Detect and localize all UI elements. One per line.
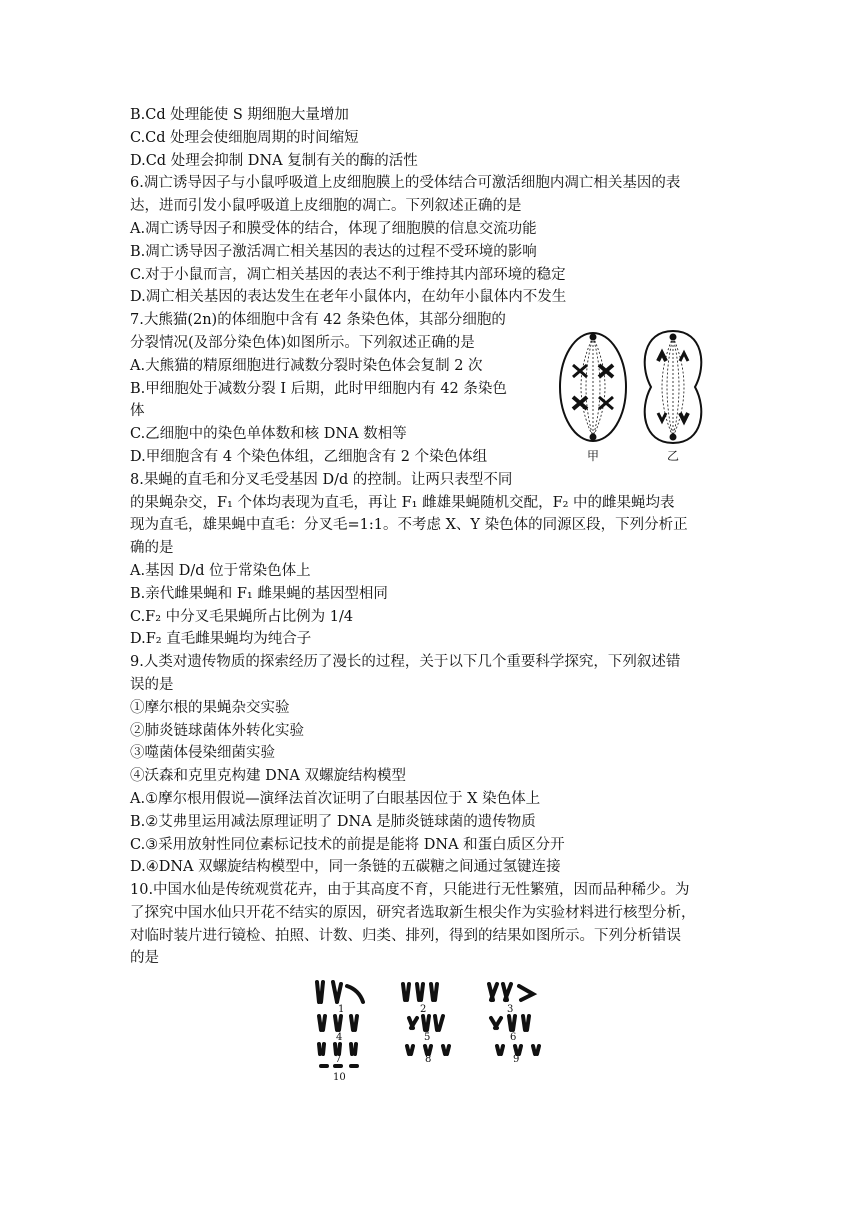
chromosome-group-6	[491, 1016, 529, 1030]
question-7-stem-2: 分裂情况(及部分染色体)如图所示。下列叙述正确的是	[130, 334, 475, 351]
question-9-item-3: ③噬菌体侵染细菌实验	[130, 745, 275, 762]
question-9-option-c: C.③采用放射性同位素标记技术的前提是能将 DNA 和蛋白质区分开	[130, 836, 565, 853]
karyotype-number-1: 1	[338, 1004, 345, 1015]
question-6-stem-2: 达，进而引发小鼠呼吸道上皮细胞的凋亡。下列叙述正确的是	[130, 198, 522, 215]
question-10-stem-2: 了探究中国水仙只开花不结实的原因，研究者选取新生根尖作为实验材料进行核型分析，	[130, 904, 696, 921]
question-9-item-1: ①摩尔根的果蝇杂交实验	[130, 699, 290, 716]
karyotype-number-4: 4	[336, 1032, 343, 1043]
karyotype-number-10: 10	[333, 1072, 346, 1083]
question-7-option-c: C.乙细胞中的染色单体数和核 DNA 数相等	[130, 426, 407, 443]
question-7-option-a: A.大熊猫的精原细胞进行减数分裂时染色体会复制 2 次	[130, 357, 483, 374]
question-6-option-c: C.对于小鼠而言，凋亡相关基因的表达不利于维持其内部环境的稳定	[130, 266, 566, 283]
cell-yi	[645, 331, 702, 443]
question-8-stem-2: 的果蝇杂交，F₁ 个体均表现为直毛，再让 F₁ 雌雄果蝇随机交配，F₂ 中的雌果蝇均表	[130, 494, 675, 511]
question-7-stem-1: 7.大熊猫(2n)的体细胞中含有 42 条染色体，其部分细胞的	[130, 312, 506, 329]
question-9-option-a: A.①摩尔根用假说—演绎法首次证明了白眼基因位于 X 染色体上	[130, 790, 541, 807]
karyotype-number-7: 7	[335, 1054, 342, 1065]
question-6-option-b: B.凋亡诱导因子激活凋亡相关基因的表达的过程不受环境的影响	[130, 243, 537, 260]
chromosome-group-7	[319, 1044, 356, 1054]
chromosome-group-4	[319, 1016, 357, 1030]
cell-division-drawing	[555, 325, 720, 465]
chromosome-group-1	[317, 982, 363, 1002]
chromosome-group-9	[497, 1046, 539, 1054]
question-9-option-b: B.②艾弗里运用减法原理证明了 DNA 是肺炎链球菌的遗传物质	[130, 813, 536, 830]
option-7b: B.Cd 处理能使 S 期细胞大量增加	[130, 107, 349, 123]
question-6-stem-1: 6.凋亡诱导因子与小鼠呼吸道上皮细胞膜上的受体结合可激活细胞内凋亡相关基因的表	[130, 175, 681, 192]
question-9-stem-2: 误的是	[130, 676, 174, 693]
question-7-option-b-cont: 体	[130, 403, 145, 420]
question-8-option-c: C.F₂ 中分叉毛果蝇所占比例为 1/4	[130, 608, 354, 625]
question-6-option-d: D.凋亡相关基因的表达发生在老年小鼠体内，在幼年小鼠体内不发生	[130, 289, 567, 306]
question-7-option-d: D.甲细胞含有 4 个染色体组，乙细胞含有 2 个染色体组	[130, 448, 488, 465]
chromosome-group-3	[489, 984, 533, 1000]
cell-yi-label: 乙	[667, 449, 680, 463]
question-8-option-a: A.基因 D/d 位于常染色体上	[130, 562, 311, 579]
cell-jia	[560, 333, 626, 441]
karyotype-number-6: 6	[510, 1032, 517, 1043]
option-7c: C.Cd 处理会使细胞周期的时间缩短	[130, 129, 359, 146]
karyotype-drawing	[307, 972, 555, 1084]
question-10-stem-3: 对临时装片进行镜检、拍照、计数、归类、排列，得到的结果如图所示。下列分析错误	[130, 927, 681, 944]
chromosome-group-5	[409, 1016, 443, 1030]
question-10-stem-4: 的是	[130, 950, 159, 967]
question-9-option-d: D.④DNA 双螺旋结构模型中，同一条链的五碳糖之间通过氢键连接	[130, 859, 561, 876]
question-9-item-4: ④沃森和克里克构建 DNA 双螺旋结构模型	[130, 768, 407, 785]
karyotype-number-9: 9	[513, 1054, 520, 1065]
karyotype-number-3: 3	[507, 1004, 514, 1015]
question-6-option-a: A.凋亡诱导因子和膜受体的结合，体现了细胞膜的信息交流功能	[130, 220, 537, 237]
question-9-stem-1: 9.人类对遗传物质的探索经历了漫长的过程，关于以下几个重要科学探究，下列叙述错	[130, 654, 681, 671]
question-8-stem-1: 8.果蝇的直毛和分叉毛受基因 D/d 的控制。让两只表型不同	[130, 471, 513, 488]
question-8-stem-4: 确的是	[130, 540, 174, 557]
question-8-stem-3: 现为直毛，雄果蝇中直毛：分叉毛=1:1。不考虑 X、Y 染色体的同源区段，下列分析正	[130, 517, 688, 534]
karyotype-figure	[307, 972, 555, 1084]
question-10-stem-1: 10.中国水仙是传统观赏花卉，由于其高度不育，只能进行无性繁殖，因而品种稀少。为	[130, 882, 690, 899]
question-8-option-d: D.F₂ 直毛雌果蝇均为纯合子	[130, 631, 312, 648]
question-7-option-b: B.甲细胞处于减数分裂 I 后期，此时甲细胞内有 42 条染色	[130, 380, 507, 397]
karyotype-number-2: 2	[420, 1004, 427, 1015]
question-9-item-2: ②肺炎链球菌体外转化实验	[130, 722, 304, 739]
karyotype-number-5: 5	[424, 1032, 431, 1043]
cell-jia-label: 甲	[587, 449, 600, 463]
document-body	[130, 104, 740, 970]
cell-division-figure	[555, 325, 720, 465]
chromosome-group-8	[407, 1046, 449, 1054]
question-8-option-b: B.亲代雌果蝇和 F₁ 雌果蝇的基因型相同	[130, 585, 388, 602]
karyotype-number-8: 8	[425, 1054, 432, 1065]
option-7d: D.Cd 处理会抑制 DNA 复制有关的酶的活性	[130, 152, 418, 169]
chromosome-group-2	[403, 984, 437, 1000]
